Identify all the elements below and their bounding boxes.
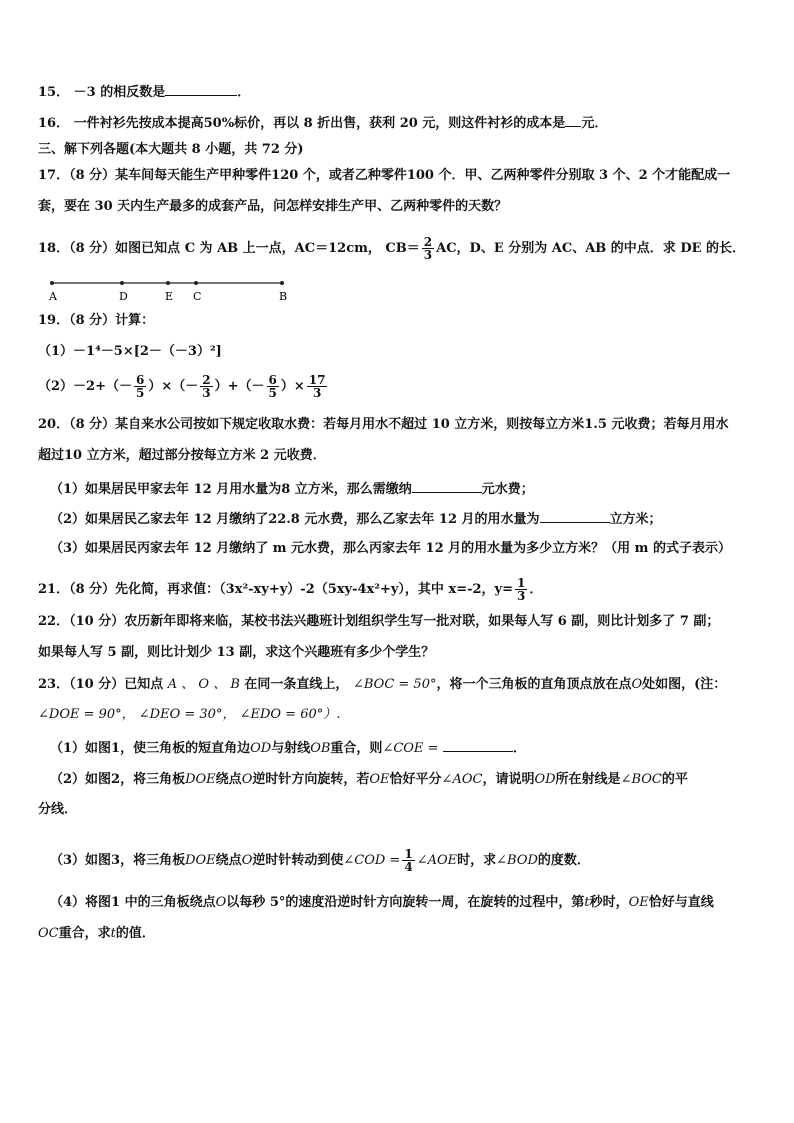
question-20-line1: 20．（8 分）某自来水公司按如下规定收取水费：若每月用水不超过 10 立方米，则按每立方米1.5 元收费；若每月用水 (38, 417, 729, 432)
seg: DOE (185, 772, 216, 787)
seg: 的值． (115, 926, 155, 941)
angle-boc: ∠BOC = 50° (352, 677, 437, 692)
answer-blank[interactable] (165, 84, 237, 96)
question-19-part1: （1）－1⁴－5×[2－（－3）²] (38, 344, 222, 359)
label-d: D (119, 290, 128, 303)
answer-blank[interactable] (412, 481, 482, 493)
seg: DOE (185, 853, 216, 868)
question-16 (38, 115, 607, 132)
seg: ，请说明 (482, 772, 535, 787)
label-a: A (49, 290, 57, 303)
seg: 的平 (661, 772, 688, 787)
question-23-part3 (50, 848, 590, 873)
seg: 恰好与直线 (648, 895, 714, 910)
p2-seg: （2）－2+（－ (38, 379, 132, 394)
point-b (280, 281, 284, 285)
frac-num: 1 (404, 847, 413, 861)
seg: t (584, 895, 590, 910)
point-a (50, 281, 54, 285)
seg: OD (250, 741, 272, 756)
point-o: O (631, 677, 643, 692)
seg: t (110, 926, 116, 941)
seg: OD (534, 772, 556, 787)
seg: ∠BOD (496, 853, 538, 868)
seg: （3）如图3，将三角板 (50, 853, 186, 868)
seg: ∠BOC (620, 772, 662, 787)
question-21 (38, 577, 542, 602)
q15-number: 15． (38, 85, 70, 100)
q18-pre: 18．（8 分）如图已知点 C 为 AB 上一点，AC＝12cm， CB＝ (38, 241, 420, 256)
question-23-part2-line2: 分线． (38, 802, 78, 817)
fraction (515, 577, 527, 602)
seg: 重合，则 (330, 741, 383, 756)
frac-den: 4 (404, 860, 413, 874)
seg: 所在射线是 (555, 772, 621, 787)
answer-blank[interactable] (443, 740, 513, 752)
p1-pre: （1）如果居民甲家去年 12 月用水量为8 立方米，那么需缴纳 (50, 482, 412, 497)
frac-den: 3 (312, 386, 322, 400)
seg: （1）如图1，使三角板的短直角边 (50, 741, 251, 756)
seg: 绕点 (215, 853, 242, 868)
segment-figure (44, 276, 304, 306)
question-20-line2: 超过10 立方米，超过部分按每立方米 2 元收费． (38, 448, 326, 463)
q23-seg: 处如图，(注： (642, 677, 727, 692)
seg: 逆时针转动到使 (252, 853, 344, 868)
angle-coe: ∠COE = (382, 741, 439, 756)
q16-text: 一件衬衫先按成本提高50%标价，再以 8 折出售，获利 20 元，则这件衬衫的成本是 (73, 116, 566, 131)
frac-num: 6 (135, 373, 145, 387)
frac-den: 5 (135, 386, 145, 400)
fraction (402, 848, 414, 873)
p2-seg: ）×（－ (148, 379, 199, 394)
seg: 逆时针方向旋转，若 (252, 772, 370, 787)
p2-seg: ）+（－ (214, 379, 265, 394)
answer-blank[interactable] (540, 511, 610, 523)
seg: OB (310, 741, 331, 756)
frac-num: 2 (423, 235, 433, 249)
question-22-line2: 如果每人写 5 副，则比计划少 13 副，求这个兴趣班有多少个学生？ (38, 645, 435, 660)
frac-num: 2 (202, 373, 211, 387)
seg: 绕点 (215, 772, 242, 787)
seg: 秒时， (589, 895, 629, 910)
fraction (422, 236, 434, 261)
point-d (120, 281, 124, 285)
q16-number: 16． (38, 116, 70, 131)
question-23-part2 (50, 772, 688, 788)
seg: ． (512, 741, 526, 756)
fraction (307, 374, 328, 399)
q18-post: AC，D、E 分别为 AC、AB 的中点．求 DE 的长． (436, 241, 746, 256)
question-15 (38, 84, 250, 101)
p2-post: 立方米； (609, 512, 662, 527)
question-20-part3: （3）如果居民丙家去年 12 月缴纳了 m 元水费，那么丙家去年 12 月的用水量为多少立方米？（用 m 的式子表示） (50, 541, 731, 556)
p2-pre: （2）如果居民乙家去年 12 月缴纳了22.8 元水费，那么乙家去年 12 月的用水量为 (50, 512, 540, 527)
p1-post: 元水费； (481, 482, 534, 497)
frac-den: 3 (202, 386, 211, 400)
seg: O (241, 772, 253, 787)
question-17-line1: 17．（8 分）某车间每天能生产甲种零件120 个，或者乙种零件100 个．甲、乙两种零件分别取 3 个、2 个才能配成一 (38, 168, 731, 183)
seg: 恰好平分 (389, 772, 442, 787)
question-23-line2 (38, 707, 340, 723)
q23-points: A 、 O 、 B (167, 677, 240, 692)
question-19-part2 (38, 374, 329, 399)
label-c: C (193, 290, 202, 303)
label-e: E (165, 290, 174, 303)
q21-pre: 21．（8 分）先化简，再求值：（3x²-xy+y）-2（5xy-4x²+y），其中 x=-2，y= (38, 582, 513, 597)
seg: O (215, 895, 227, 910)
seg: ∠AOE (416, 853, 458, 868)
q23-seg: 在同一条直线上， (244, 677, 349, 692)
frac-den: 3 (516, 589, 526, 603)
question-17-line2: 套，要在 30 天内生产最多的成套产品，问怎样安排生产甲、乙两种零件的天数？ (38, 199, 508, 214)
seg: （4）将图1 中的三角板绕点 (50, 895, 216, 910)
question-20-part1 (50, 481, 534, 498)
fraction (200, 374, 212, 399)
question-22-line1: 22．（10 分）农历新年即将来临，某校书法兴趣班计划组织学生写一批对联，如果每人写 6 副，则比计划多了 7 副； (38, 614, 720, 629)
p2-seg: ）× (280, 379, 305, 394)
seg: ∠COD = (343, 853, 401, 868)
frac-num: 17 (308, 373, 326, 387)
seg: 以每秒 5°的速度沿逆时针方向旋转一周，在旋转的过程中，第 (226, 895, 585, 910)
frac-den: 3 (423, 248, 433, 262)
seg: OC (38, 926, 59, 941)
fraction (134, 374, 146, 399)
answer-blank[interactable] (565, 115, 581, 127)
question-23-line1 (38, 677, 726, 693)
q15-text: －3 的相反数是 (73, 85, 166, 100)
frac-den: 5 (268, 386, 277, 400)
point-c (194, 281, 198, 285)
seg: （2）如图2，将三角板 (50, 772, 186, 787)
question-23-part4-line2 (38, 926, 155, 942)
section-heading: 三、解下列各题(本大题共 8 小题，共 72 分) (38, 142, 304, 157)
angle-notes: ∠DOE = 90°， ∠DEO = 30°， ∠EDO = 60°）. (38, 707, 341, 722)
question-23-part4 (50, 895, 714, 911)
q21-end: ． (529, 582, 543, 597)
q23-seg: ，将一个三角板的直角顶点放在点 (436, 677, 632, 692)
label-b: B (279, 290, 288, 303)
seg: O (241, 853, 253, 868)
seg: 重合，求 (58, 926, 111, 941)
seg: OE (628, 895, 649, 910)
point-e (166, 281, 170, 285)
q23-seg: 23．（10 分）已知点 (38, 677, 164, 692)
frac-num: 1 (516, 576, 526, 590)
seg: 的度数． (537, 853, 590, 868)
seg: OE (369, 772, 390, 787)
q16-end: 元． (581, 116, 608, 131)
question-19-title: 19．（8 分）计算： (38, 313, 155, 328)
seg: 与射线 (271, 741, 311, 756)
fraction (267, 374, 279, 399)
frac-num: 6 (268, 373, 277, 387)
question-20-part2 (50, 511, 662, 528)
seg: 时，求 (457, 853, 497, 868)
q15-end: ． (237, 85, 251, 100)
seg: ∠AOC (441, 772, 483, 787)
question-18 (38, 236, 745, 261)
question-23-part1 (50, 740, 526, 757)
